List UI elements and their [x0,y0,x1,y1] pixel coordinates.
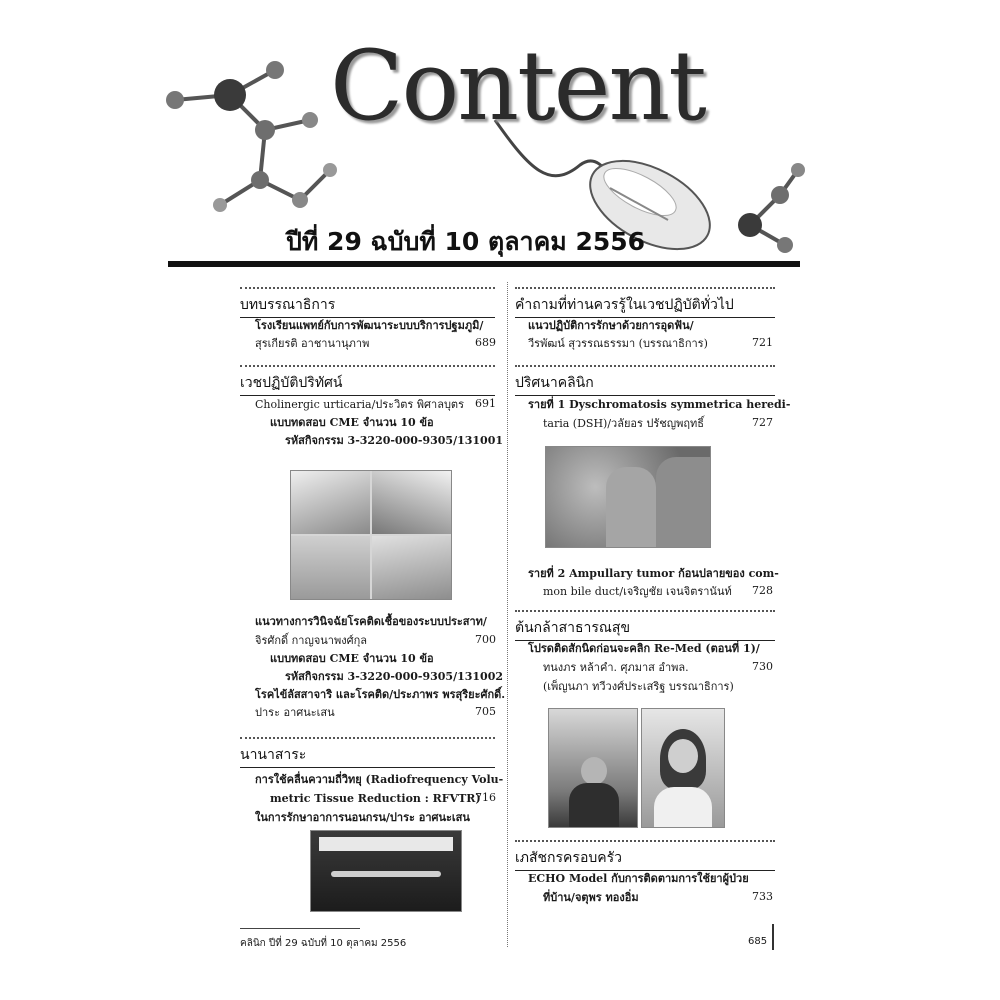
toc-entry-line: รหัสกิจกรรม 3-3220-000-9305/131002 [285,670,504,683]
section-dots [240,365,495,367]
section-heading-practice: เวชปฏิบัติปริทัศน์ [240,372,495,396]
article-photo-hands [545,446,711,548]
toc-entry-line: ECHO Model กับการติดตามการใช้ยาผู้ป่วย [528,872,749,885]
article-photo-person-1 [548,708,638,828]
toc-entry-line: ปาระ อาศนะเสน [255,706,335,719]
footer-page-bar [772,924,774,950]
page-number: 730 [752,660,773,673]
article-photo-rfvtr [310,830,462,912]
toc-entry-line: รายที่ 2 Ampullary tumor ก้อนปลายของ com- [528,567,779,580]
toc-entry-line: โรงเรียนแพทย์กับการพัฒนาระบบบริการปฐมภูมิ/ [255,319,484,332]
header-rule [168,261,800,267]
page-number: 721 [752,336,773,349]
toc-entry-line: mon bile duct/เจริญชัย เจนจิตรานันท์ [543,585,732,598]
section-heading-editorial: บทบรรณาธิการ [240,294,495,318]
section-heading-pharmacy: เภสัชกรครอบครัว [515,847,775,871]
section-heading-questions: คำถามที่ท่านควรรู้ในเวชปฏิบัติทั่วไป [515,294,775,318]
section-heading-misc: นานาสาระ [240,744,495,768]
page-number: 689 [475,336,496,349]
toc-entry-line: แบบทดสอบ CME จำนวน 10 ข้อ [270,652,434,665]
column-divider [507,282,508,947]
footer-rule [240,928,360,929]
section-dots [515,365,775,367]
page-number: 691 [475,397,496,410]
section-dots [515,840,775,842]
section-dots [515,610,775,612]
section-dots [240,737,495,739]
section-heading-sage: ต้นกล้าสาธารณสุข [515,617,775,641]
page-number: 727 [752,416,773,429]
molecule-decoration-left [160,40,350,240]
section-dots [515,287,775,289]
section-heading-riddle: ปริศนาคลินิก [515,372,775,396]
toc-entry-line: taria (DSH)/วลัยอร ปรัชญพฤทธิ์ [543,417,705,430]
issue-line: ปีที่ 29 ฉบับที่ 10 ตุลาคม 2556 [286,227,646,256]
toc-entry-line: ในการรักษาอาการนอนกรน/ปาระ อาศนะเสน [255,811,470,824]
page-number: 728 [752,584,773,597]
toc-entry-line: Cholinergic urticaria/ประวิตร พิศาลบุตร [255,398,464,411]
toc-entry-line: การใช้คลื่นความถี่วิทยุ (Radiofrequency Volu- [255,773,504,786]
toc-entry-line: ที่บ้าน/จตุพร ทองอิ่ม [543,891,639,904]
toc-entry-line: วีรพัฒน์ สุวรรณธรรมา (บรรณาธิการ) [528,337,708,350]
page-number: 700 [475,633,496,646]
toc-entry-line: แนวทางการวินิจฉัยโรคติดเชื้อของระบบประสาท/ [255,615,487,628]
toc-entry-line: โรคไข้ลัสสาจาริ และโรคติด/ประภาพร พรสุริยะศักดิ์. [255,688,506,701]
toc-entry-line: โปรดติดสักนิดก่อนจะคลิก Re-Med (ตอนที่ 1)/ [528,642,760,655]
toc-entry-line: รหัสกิจกรรม 3-3220-000-9305/131001 [285,434,504,447]
footer-text: คลินิก ปีที่ 29 ฉบับที่ 10 ตุลาคม 2556 [240,938,407,949]
toc-entry-line: แบบทดสอบ CME จำนวน 10 ข้อ [270,416,434,429]
toc-entry-line: (เพ็ญนภา ทวีวงศ์ประเสริฐ บรรณาธิการ) [543,680,734,693]
footer-page-number: 685 [748,936,768,947]
page-number: 733 [752,890,773,903]
article-photo-person-2 [641,708,725,828]
toc-entry-line: แนวปฏิบัติการรักษาด้วยการอุดฟัน/ [528,319,694,332]
page-number: 705 [475,705,496,718]
page-number: 716 [475,791,496,804]
toc-entry-line: สุรเกียรติ อาชานานุภาพ [255,337,370,350]
toc-entry-line: metric Tissue Reduction : RFVTR) [270,792,481,805]
section-dots [240,287,495,289]
toc-entry-line: รายที่ 1 Dyschromatosis symmetrica heredi- [528,398,791,411]
toc-entry-line: จิรศักดิ์ กาญจนาพงศ์กุล [255,634,367,647]
article-photo-urticaria [290,470,452,600]
molecule-decoration-right [730,155,805,265]
toc-entry-line: ทนงภร หล้าคำ. ศุภมาส อำพล. [543,661,689,674]
masthead-title: Content [330,30,705,142]
